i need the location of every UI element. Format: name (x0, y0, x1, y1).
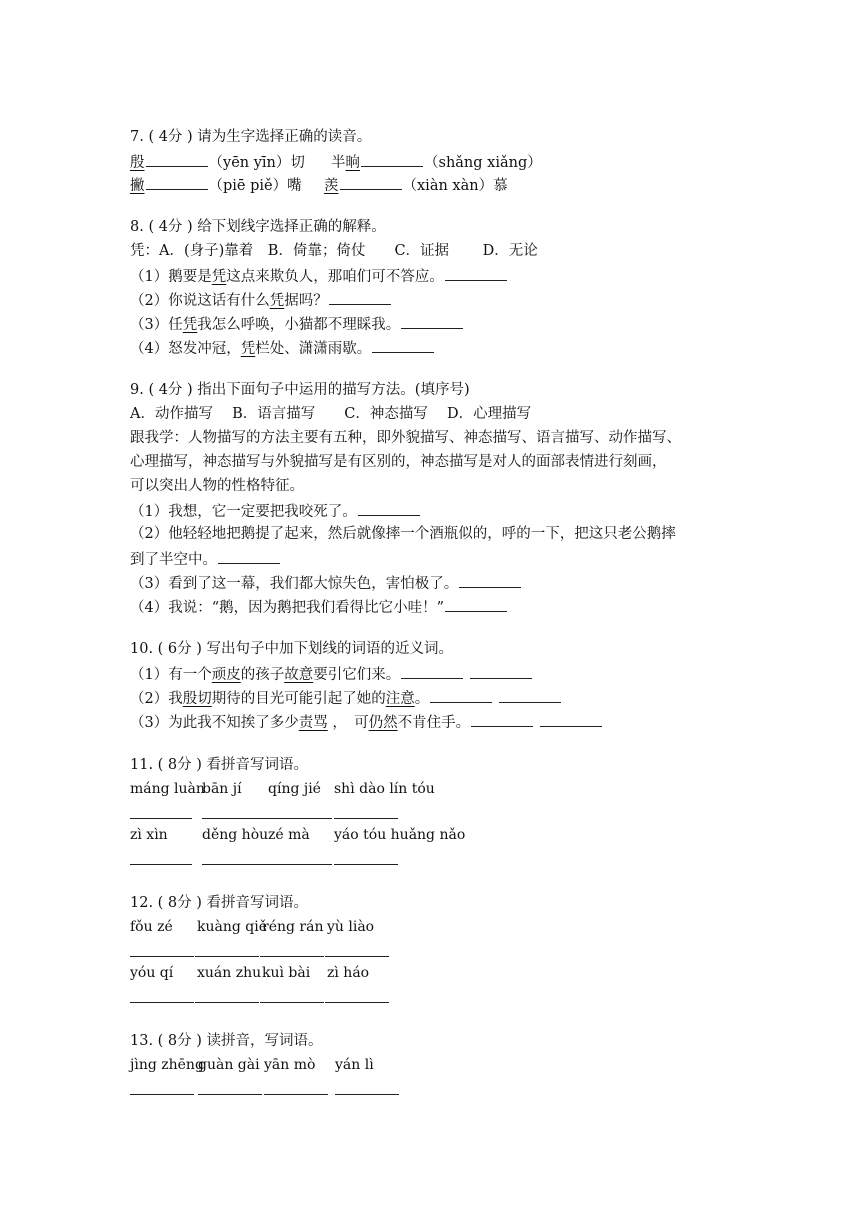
q9-s3-text: （3）看到了这一幕，我们都大惊失色，害怕极了。 (130, 576, 459, 592)
q7-char-shang: 晌 (345, 155, 360, 171)
q9-tip-line-2: 心理描写，神态描写与外貌描写是有区别的，神态描写是对人的面部表情进行刻画， (130, 454, 667, 470)
q8-options: 凭：A．(身子)靠着 B．倚靠；倚仗 C．证据 D．无论 (130, 243, 538, 259)
q11-answer-blank-8[interactable] (334, 864, 398, 865)
q7-char-xian: 羡 (324, 178, 339, 194)
q13-answer-blank-2[interactable] (198, 1094, 262, 1095)
q9-s4-text: （4）我说：“鹅，因为鹅把我们看得比它小哇！” (130, 600, 445, 616)
q11-answer-blank-2[interactable] (202, 818, 266, 819)
q11-pinyin-3: qíng jié (268, 781, 321, 797)
q10-s2-blank-1[interactable] (430, 688, 492, 703)
q9-sentence-3 (130, 573, 522, 593)
q12-title: 12. ( 8分 ) 看拼音写词语。 (130, 895, 309, 911)
q12-pinyin-1: fǒu zé (130, 919, 173, 935)
q10-s1-text-a: （1）有一个 (130, 667, 212, 683)
q9-s4-blank[interactable] (445, 597, 507, 612)
q7-pinyin-options-2: （shǎng xiǎng） (424, 155, 542, 171)
q13-pinyin-3: yān mò (264, 1057, 316, 1073)
q10-s3-underlined-2: 仍然 (368, 715, 398, 731)
q12-answer-blank-4[interactable] (325, 956, 389, 957)
q12-pinyin-7: kuì bài (262, 965, 311, 981)
q7-row2 (130, 175, 302, 195)
q9-s3-blank[interactable] (459, 573, 521, 588)
q7-blank-1[interactable] (146, 152, 208, 167)
q9-s1-text: （1）我想，它一定要把我咬死了。 (130, 504, 357, 520)
q13-title: 13. ( 8分 ) 读拼音，写词语。 (130, 1033, 323, 1049)
q10-s3-underlined-1: 责骂 (298, 715, 328, 731)
q12-answer-blank-8[interactable] (325, 1002, 389, 1003)
q9-sentence-2b (130, 549, 281, 569)
q7-char-yin: 殷 (130, 155, 145, 171)
q9-title: 9. ( 4分 ) 指出下面句子中运用的描写方法。(填序号) (130, 382, 470, 398)
q10-s1-underlined-1: 顽皮 (211, 667, 241, 683)
q10-sentence-1 (130, 664, 533, 684)
q8-s4-blank[interactable] (372, 338, 434, 353)
q12-answer-blank-5[interactable] (130, 1002, 194, 1003)
q10-s2-underlined-1: 殷切 (182, 691, 212, 707)
q10-s3-text-c: 不肯住手。 (397, 715, 471, 731)
q11-pinyin-1: máng luàn (130, 781, 205, 797)
q9-options: A．动作描写 B．语言描写 C．神态描写 D．心理描写 (130, 406, 532, 422)
q7-blank-3[interactable] (146, 175, 208, 190)
q8-s4-text-b: 栏处、潇潇雨歇。 (255, 341, 372, 357)
q12-pinyin-2: kuàng qiě (197, 919, 267, 935)
q8-s2-text-b: 据吗？ (284, 293, 328, 309)
q10-s1-text-c: 要引它们来。 (313, 667, 401, 683)
q9-sentence-1 (130, 501, 421, 521)
q10-s1-underlined-2: 故意 (284, 667, 314, 683)
q8-s3-blank[interactable] (401, 314, 463, 329)
q13-pinyin-1: jìng zhēng (130, 1057, 204, 1073)
q11-answer-blank-5[interactable] (130, 864, 192, 865)
q8-sentence-2 (130, 290, 392, 310)
q8-s1-blank[interactable] (445, 266, 507, 281)
q12-pinyin-5: yóu qí (130, 965, 174, 981)
q11-answer-blank-6[interactable] (202, 864, 266, 865)
q7-pinyin-options-1: （yēn yīn）切 (208, 155, 305, 171)
q10-s2-text-b: 期待的目光可能引起了她的 (211, 691, 386, 707)
q8-s3-underlined: 凭 (182, 317, 198, 333)
q10-s2-blank-2[interactable] (499, 688, 561, 703)
q11-answer-blank-7[interactable] (266, 864, 332, 865)
q7-blank-4[interactable] (340, 175, 402, 190)
q10-s1-blank-2[interactable] (470, 664, 532, 679)
q9-s1-blank[interactable] (358, 501, 420, 516)
q11-title: 11. ( 8分 ) 看拼音写词语。 (130, 757, 309, 773)
q11-pinyin-2: bān jí (202, 781, 242, 797)
q8-sentence-1 (130, 266, 508, 286)
q13-answer-blank-3[interactable] (264, 1094, 328, 1095)
q12-pinyin-4: yù liào (327, 919, 375, 935)
q12-answer-blank-2[interactable] (195, 956, 259, 957)
q11-answer-blank-1[interactable] (130, 818, 192, 819)
q8-s2-text-a: （2）你说这话有什么 (130, 293, 270, 309)
q11-pinyin-5: zì xìn (130, 827, 168, 843)
q13-answer-blank-1[interactable] (130, 1094, 194, 1095)
q8-s4-text-a: （4）怒发冲冠， (130, 341, 241, 357)
q10-title: 10. ( 6分 ) 写出句子中加下划线的词语的近义词。 (130, 641, 454, 657)
q13-pinyin-4: yán lì (335, 1057, 374, 1073)
q11-pinyin-8: yáo tóu huǎng nǎo (334, 827, 466, 843)
q8-s2-blank[interactable] (329, 290, 391, 305)
q8-s3-text-b: 我怎么呼唤，小猫都不理睬我。 (197, 317, 401, 333)
q12-pinyin-6: xuán zhu (197, 965, 262, 981)
q8-title: 8. ( 4分 ) 给下划线字选择正确的解释。 (130, 219, 386, 235)
q8-s3-text-a: （3）任 (130, 317, 183, 333)
q9-tip-line-1: 跟我学：人物描写的方法主要有五种，即外貌描写、神态描写、语言描写、动作描写、 (130, 430, 681, 446)
q9-s2-text: 到了半空中。 (130, 552, 217, 568)
q10-s3-blank-1[interactable] (471, 712, 533, 727)
q10-s2-underlined-2: 注意 (385, 691, 415, 707)
q12-answer-blank-1[interactable] (130, 956, 194, 957)
q7-row2-b (324, 175, 508, 195)
q8-s2-underlined: 凭 (269, 293, 285, 309)
q9-sentence-2a: （2）他轻轻地把鹅提了起来，然后就像摔一个酒瓶似的，呼的一下，把这只老公鹅摔 (130, 526, 676, 542)
q7-prefix-ban: 半 (331, 155, 346, 171)
q13-pinyin-2: guàn gài (198, 1057, 260, 1073)
q12-answer-blank-3[interactable] (260, 956, 324, 957)
q10-s2-text-a: （2）我 (130, 691, 183, 707)
q10-sentence-2 (130, 688, 562, 708)
q13-answer-blank-4[interactable] (335, 1094, 399, 1095)
q10-s2-text-c: 。 (414, 691, 430, 707)
q10-s3-text-a: （3）为此我不知挨了多少 (130, 715, 299, 731)
q8-sentence-4 (130, 338, 435, 358)
q10-s1-text-b: 的孩子 (240, 667, 285, 683)
q12-answer-blank-6[interactable] (195, 1002, 259, 1003)
q8-sentence-3 (130, 314, 464, 334)
q9-s2-blank[interactable] (218, 549, 280, 564)
q10-s3-blank-2[interactable] (540, 712, 602, 727)
q7-pinyin-options-4: （xiàn xàn）慕 (402, 178, 508, 194)
q11-pinyin-7: zé mà (268, 827, 310, 843)
q11-answer-blank-4[interactable] (334, 818, 398, 819)
q7-row1 (130, 152, 305, 172)
q9-sentence-4 (130, 597, 508, 617)
q7-pinyin-options-3: （piē piě）嘴 (208, 178, 302, 194)
q8-s1-underlined: 凭 (211, 269, 227, 285)
q10-s1-blank-1[interactable] (401, 664, 463, 679)
q11-answer-blank-3[interactable] (266, 818, 332, 819)
q8-s4-underlined: 凭 (240, 341, 256, 357)
q7-char-pie: 撇 (130, 178, 145, 194)
q12-answer-blank-7[interactable] (260, 1002, 324, 1003)
q7-title: 7. ( 4分 ) 请为生字选择正确的读音。 (130, 129, 372, 145)
q7-blank-2[interactable] (361, 152, 423, 167)
q12-pinyin-8: zì háo (327, 965, 370, 981)
q11-pinyin-4: shì dào lín tóu (334, 781, 435, 797)
q9-tip-line-3: 可以突出人物的性格特征。 (130, 478, 304, 494)
q10-s3-text-b: ， 可 (327, 715, 369, 731)
q11-pinyin-6: děng hòu (202, 827, 269, 843)
q8-s1-text-b: 这点来欺负人，那咱们可不答应。 (226, 269, 444, 285)
q8-s1-text-a: （1）鹅要是 (130, 269, 212, 285)
q10-sentence-3 (130, 712, 603, 732)
q12-pinyin-3: réng rán (262, 919, 324, 935)
q7-row1-b (331, 152, 542, 172)
